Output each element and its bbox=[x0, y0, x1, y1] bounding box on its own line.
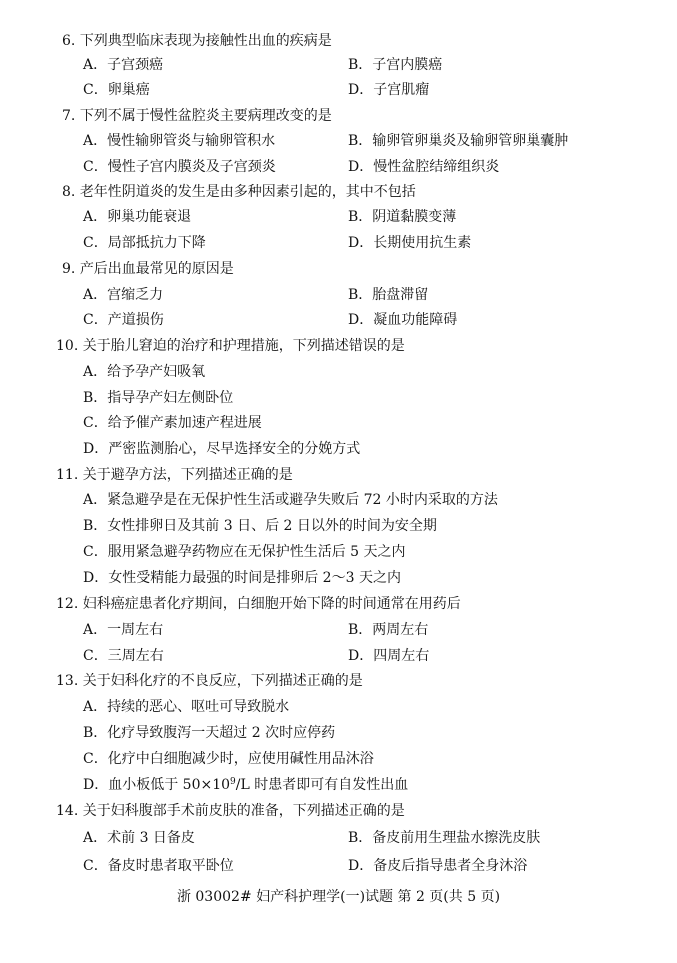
option-text: 三周左右 bbox=[107, 648, 164, 664]
question-text: 关于避孕方法，下列描述正确的是 bbox=[82, 467, 293, 483]
option-text: 给予催产素加速产程进展 bbox=[107, 415, 262, 431]
option-text: 服用紧急避孕药物应在无保护性生活后 5 天之内 bbox=[107, 544, 406, 560]
option-letter: B． bbox=[348, 57, 373, 73]
option-text: 慢性盆腔结缔组织炎 bbox=[373, 159, 500, 175]
question-7-stem bbox=[62, 107, 332, 125]
option-letter: C． bbox=[83, 159, 108, 175]
question-10-stem bbox=[56, 337, 405, 355]
question-7-option-a bbox=[83, 132, 275, 150]
option-letter: A． bbox=[83, 492, 108, 508]
option-letter: A． bbox=[83, 57, 108, 73]
option-letter: C． bbox=[83, 648, 108, 664]
option-text: 女性排卵日及其前 3 日、后 2 日以外的时间为安全期 bbox=[107, 518, 437, 534]
question-text: 关于胎儿窘迫的治疗和护理措施，下列描述错误的是 bbox=[82, 338, 405, 354]
question-number: 11. bbox=[56, 467, 79, 483]
question-14-option-b bbox=[348, 829, 540, 847]
option-text: 术前 3 日备皮 bbox=[107, 830, 195, 846]
option-letter: C． bbox=[83, 858, 108, 874]
question-13-option-a bbox=[83, 698, 289, 716]
question-9-stem bbox=[62, 260, 234, 278]
option-text: 子宫颈癌 bbox=[107, 57, 164, 73]
question-9-option-a bbox=[83, 286, 163, 304]
question-text: 妇科癌症患者化疗期间，白细胞开始下降的时间通常在用药后 bbox=[82, 596, 461, 612]
question-11-stem bbox=[56, 466, 293, 484]
option-letter: D． bbox=[348, 858, 374, 874]
question-14-option-d bbox=[348, 857, 527, 875]
option-letter: D． bbox=[83, 777, 109, 793]
question-12-stem bbox=[56, 595, 461, 613]
option-text: 卵巢癌 bbox=[107, 82, 150, 98]
option-letter: C． bbox=[83, 312, 108, 328]
question-8-option-a bbox=[83, 208, 191, 226]
question-12-option-d bbox=[348, 647, 429, 665]
question-text: 关于妇科化疗的不良反应，下列描述正确的是 bbox=[82, 673, 363, 689]
question-text: 关于妇科腹部手术前皮肤的准备，下列描述正确的是 bbox=[82, 803, 405, 819]
option-text: 阴道黏膜变薄 bbox=[372, 209, 457, 225]
option-text: 长期使用抗生素 bbox=[373, 235, 472, 251]
option-text: 输卵管卵巢炎及输卵管卵巢囊肿 bbox=[372, 133, 569, 149]
question-13-stem bbox=[56, 672, 363, 690]
option-text: 卵巢功能衰退 bbox=[107, 209, 192, 225]
option-letter: D． bbox=[348, 159, 374, 175]
question-8-option-c bbox=[83, 234, 206, 252]
option-text: 紧急避孕是在无保护性生活或避孕失败后 72 小时内采取的方法 bbox=[107, 492, 498, 508]
option-text: 化疗导致腹泻一天超过 2 次时应停药 bbox=[107, 725, 336, 741]
option-text: 四周左右 bbox=[373, 648, 430, 664]
option-text: 女性受精能力最强的时间是排卵后 2～3 天之内 bbox=[108, 570, 401, 586]
question-9-option-d bbox=[348, 311, 457, 329]
question-6-option-b bbox=[348, 56, 442, 74]
option-text-after: /L 时患者即可有自发性出血 bbox=[235, 777, 409, 793]
question-10-option-d bbox=[83, 440, 360, 458]
question-6-option-c bbox=[83, 81, 150, 99]
option-letter: B． bbox=[83, 518, 108, 534]
option-text: 持续的恶心、呕吐可导致脱水 bbox=[107, 699, 290, 715]
option-letter: A． bbox=[83, 209, 108, 225]
option-letter: D． bbox=[348, 82, 374, 98]
question-10-option-b bbox=[83, 389, 233, 407]
option-letter: C． bbox=[83, 415, 108, 431]
option-letter: B． bbox=[348, 830, 373, 846]
option-text: 慢性子宫内膜炎及子宫颈炎 bbox=[107, 159, 276, 175]
option-letter: B． bbox=[348, 287, 373, 303]
option-text: 严密监测胎心，尽早选择安全的分娩方式 bbox=[108, 441, 361, 457]
question-14-stem bbox=[56, 802, 405, 820]
question-number: 10. bbox=[56, 338, 79, 354]
option-text: 子宫肌瘤 bbox=[373, 82, 430, 98]
question-number: 12. bbox=[56, 596, 79, 612]
option-text: 化疗中白细胞减少时，应使用碱性用品沐浴 bbox=[107, 751, 374, 767]
option-letter: C． bbox=[83, 751, 108, 767]
question-14-option-c bbox=[83, 857, 234, 875]
option-text: 一周左右 bbox=[107, 622, 164, 638]
option-letter: C． bbox=[83, 82, 108, 98]
question-8-stem bbox=[62, 183, 416, 201]
option-text: 凝血功能障碍 bbox=[373, 312, 458, 328]
option-text: 备皮后指导患者全身沐浴 bbox=[373, 858, 528, 874]
question-8-option-d bbox=[348, 234, 471, 252]
option-letter: B． bbox=[348, 622, 373, 638]
option-text: 指导孕产妇左侧卧位 bbox=[107, 390, 234, 406]
question-9-option-c bbox=[83, 311, 164, 329]
option-text-before: 血小板低于 50×10 bbox=[108, 777, 231, 793]
question-7-option-b bbox=[348, 132, 568, 150]
question-13-option-b bbox=[83, 724, 335, 742]
option-text: 给予孕产妇吸氧 bbox=[107, 364, 206, 380]
option-letter: D． bbox=[83, 570, 109, 586]
question-number: 6. bbox=[62, 33, 76, 49]
option-text: 宫缩乏力 bbox=[107, 287, 164, 303]
option-letter: B． bbox=[348, 133, 373, 149]
question-text: 下列不属于慢性盆腔炎主要病理改变的是 bbox=[79, 108, 332, 124]
exponent: 9 bbox=[230, 777, 236, 787]
question-13-option-d bbox=[83, 776, 408, 794]
option-letter: B． bbox=[348, 209, 373, 225]
option-text: 两周左右 bbox=[372, 622, 429, 638]
option-text: 产道损伤 bbox=[107, 312, 164, 328]
question-number: 13. bbox=[56, 673, 79, 689]
question-11-option-d bbox=[83, 569, 401, 587]
question-number: 9. bbox=[62, 261, 76, 277]
question-12-option-c bbox=[83, 647, 164, 665]
option-text: 胎盘滞留 bbox=[372, 287, 429, 303]
question-text: 产后出血最常见的原因是 bbox=[79, 261, 234, 277]
question-9-option-b bbox=[348, 286, 428, 304]
question-7-option-d bbox=[348, 158, 499, 176]
option-letter: A． bbox=[83, 699, 108, 715]
option-letter: D． bbox=[348, 648, 374, 664]
question-14-option-a bbox=[83, 829, 195, 847]
question-13-option-c bbox=[83, 750, 374, 768]
option-text: 子宫内膜癌 bbox=[372, 57, 443, 73]
question-6-stem bbox=[62, 32, 332, 50]
question-12-option-b bbox=[348, 621, 428, 639]
option-letter: C． bbox=[83, 544, 108, 560]
option-letter: D． bbox=[348, 312, 374, 328]
question-number: 14. bbox=[56, 803, 79, 819]
option-text: 局部抵抗力下降 bbox=[107, 235, 206, 251]
page-footer: 浙 03002# 妇产科护理学(一)试题 第 2 页(共 5 页) bbox=[176, 889, 501, 905]
option-text: 慢性输卵管炎与输卵管积水 bbox=[107, 133, 276, 149]
question-6-option-a bbox=[83, 56, 163, 74]
question-number: 7. bbox=[62, 108, 76, 124]
option-letter: D． bbox=[348, 235, 374, 251]
question-11-option-a bbox=[83, 491, 498, 509]
question-11-option-c bbox=[83, 543, 406, 561]
question-10-option-a bbox=[83, 363, 205, 381]
option-text: 备皮前用生理盐水擦洗皮肤 bbox=[372, 830, 541, 846]
question-text: 下列典型临床表现为接触性出血的疾病是 bbox=[79, 33, 332, 49]
option-text: 备皮时患者取平卧位 bbox=[107, 858, 234, 874]
question-number: 8. bbox=[62, 184, 76, 200]
question-11-option-b bbox=[83, 517, 437, 535]
option-letter: B． bbox=[83, 390, 108, 406]
option-letter: A． bbox=[83, 364, 108, 380]
option-letter: C． bbox=[83, 235, 108, 251]
question-7-option-c bbox=[83, 158, 276, 176]
question-10-option-c bbox=[83, 414, 262, 432]
option-letter: D． bbox=[83, 441, 109, 457]
option-letter: A． bbox=[83, 830, 108, 846]
option-letter: B． bbox=[83, 725, 108, 741]
question-12-option-a bbox=[83, 621, 163, 639]
question-text: 老年性阴道炎的发生是由多种因素引起的，其中不包括 bbox=[79, 184, 416, 200]
question-6-option-d bbox=[348, 81, 429, 99]
option-letter: A． bbox=[83, 133, 108, 149]
question-8-option-b bbox=[348, 208, 456, 226]
option-letter: A． bbox=[83, 287, 108, 303]
option-letter: A． bbox=[83, 622, 108, 638]
